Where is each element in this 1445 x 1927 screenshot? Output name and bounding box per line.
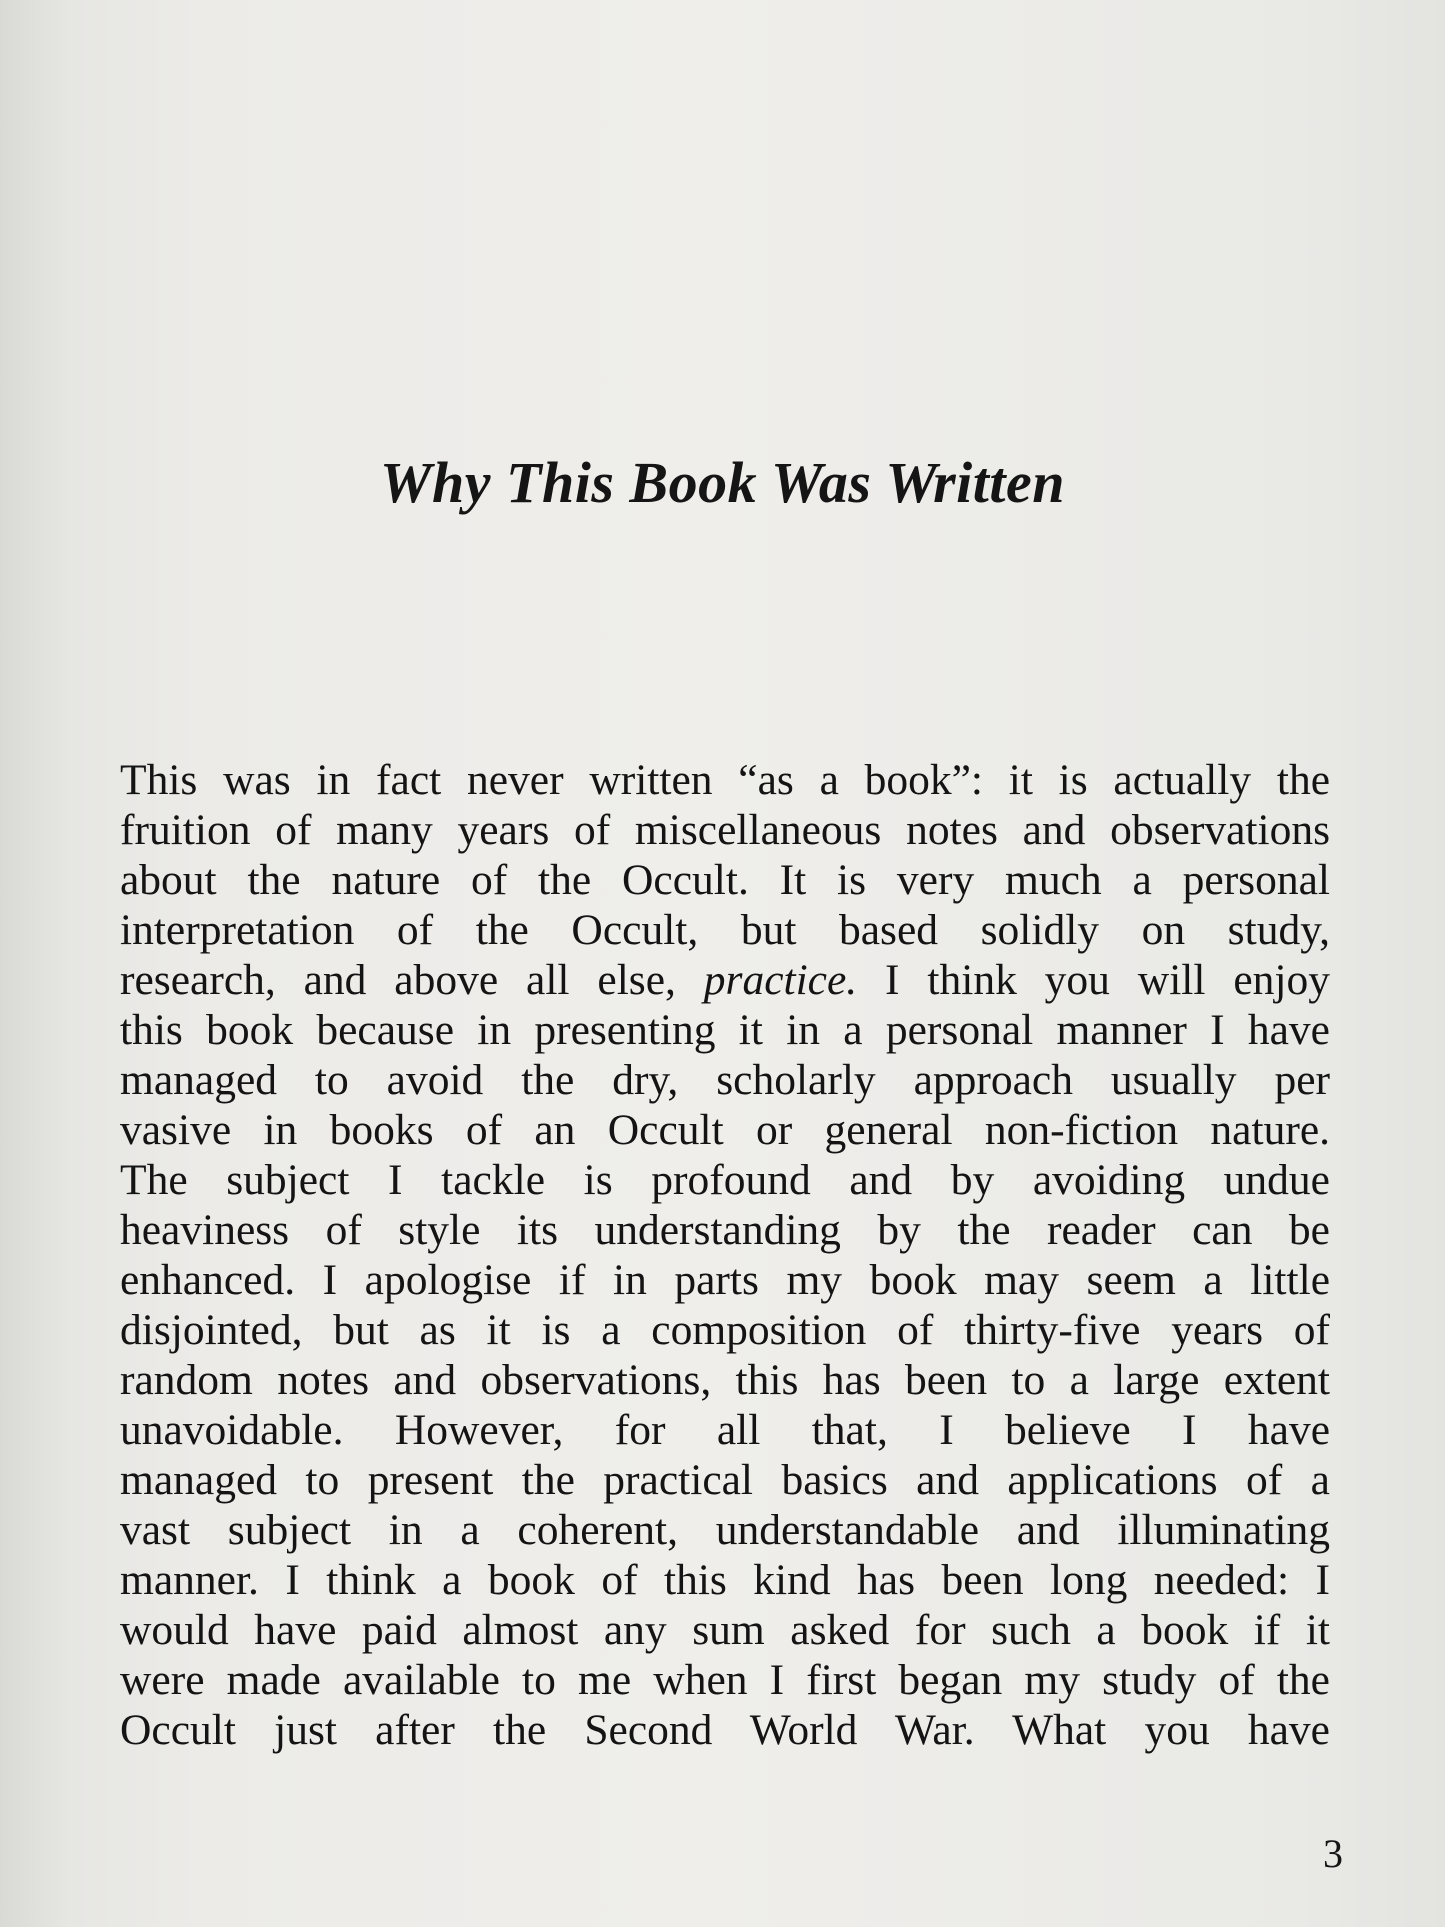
text-line: enhanced. I apologise if in parts my book may seem a little [120, 1256, 1330, 1304]
body-paragraph [120, 755, 1330, 1755]
text-line: fruition of many years of miscellaneous notes and observations [120, 806, 1330, 854]
text-line: managed to avoid the dry, scholarly approach usually per [120, 1056, 1330, 1104]
text-line: random notes and observations, this has been to a large extent [120, 1356, 1330, 1404]
text-line: unavoidable. However, for all that, I believe I have [120, 1406, 1330, 1454]
chapter-title: Why This Book Was Written [379, 449, 1066, 515]
text-line: managed to present the practical basics and applications of a [120, 1456, 1330, 1504]
page-number: 3 [1323, 1831, 1343, 1876]
emphasized-word: practice. [703, 956, 858, 1004]
text-line: Occult just after the Second World War. What you have [120, 1706, 1330, 1754]
text-line: would have paid almost any sum asked for such a book if it [120, 1606, 1330, 1654]
text-line: disjointed, but as it is a composition of thirty-five years of [120, 1306, 1330, 1354]
show-through-reverse-page [140, 0, 1340, 680]
text-line: about the nature of the Occult. It is very much a personal [120, 856, 1330, 904]
text-line-end: I think you will enjoy [857, 956, 1330, 1004]
text-line: manner. I think a book of this kind has been long needed: I [120, 1556, 1330, 1604]
text-line: The subject I tackle is profound and by avoiding undue [120, 1156, 1330, 1204]
text-line: vast subject in a coherent, understandable and illuminating [120, 1506, 1330, 1554]
text-line: This was in fact never written “as a book”: it is actually the [120, 756, 1330, 804]
text-line: vasive in books of an Occult or general non-fiction nature. [120, 1106, 1330, 1154]
text-line: this book because in presenting it in a personal manner I have [120, 1006, 1330, 1054]
text-line [120, 955, 1330, 1005]
text-line: were made available to me when I first began my study of the [120, 1656, 1330, 1704]
text-line: heaviness of style its understanding by the reader can be [120, 1206, 1330, 1254]
text-line-start: research, and above all else, [120, 956, 704, 1004]
text-line: interpretation of the Occult, but based solidly on study, [120, 906, 1330, 954]
